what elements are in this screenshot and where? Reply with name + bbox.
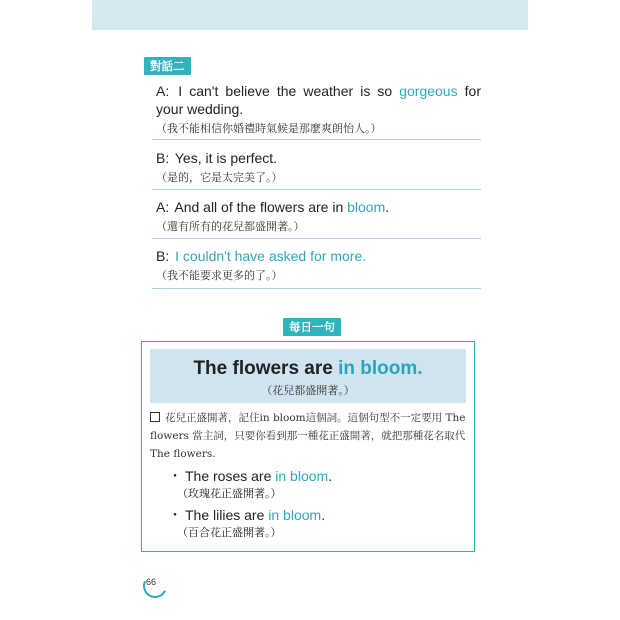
daily-title-highlight: in bloom. xyxy=(338,358,423,379)
example-highlight: in bloom xyxy=(275,468,329,484)
line-text: And all of the flowers are in xyxy=(174,199,348,215)
line-text-tail: . xyxy=(385,199,390,215)
line-text-tail: for your wedding. xyxy=(156,83,481,117)
divider xyxy=(152,238,481,239)
highlight-text: bloom xyxy=(347,199,386,215)
speaker: A: xyxy=(156,199,170,215)
line-text: Yes, it is perfect. xyxy=(174,150,278,166)
translation: （是的，它是太完美了。） xyxy=(156,171,283,184)
translation: （我不能相信你婚禮時氣候是那麼爽朗怡人。） xyxy=(156,122,382,135)
bullet-icon: ・ xyxy=(168,507,182,523)
dialog-line-1 xyxy=(156,82,481,137)
highlight-text: I couldn't have asked for more. xyxy=(175,248,367,264)
bullet-icon: ・ xyxy=(168,468,182,484)
example-translation: （玫瑰花正盛開著。） xyxy=(177,487,282,500)
page-number: 66 xyxy=(146,577,157,587)
checkbox-icon xyxy=(150,412,160,422)
dialog-line-2 xyxy=(156,149,481,186)
daily-translation: （花兒都盛開著。） xyxy=(261,384,355,397)
example-translation: （百合花正盛開著。） xyxy=(177,526,282,539)
speaker: B: xyxy=(156,248,170,264)
example-text: The lilies are xyxy=(185,507,269,523)
translation: （我不能要求更多的了。） xyxy=(156,269,283,282)
example-highlight: in bloom xyxy=(268,507,322,523)
divider xyxy=(152,288,481,289)
top-band xyxy=(92,0,528,30)
translation: （還有所有的花兒都盛開著。） xyxy=(156,220,305,233)
dialog-line-4 xyxy=(156,247,481,284)
example-2 xyxy=(168,506,458,541)
daily-label: 每日一句 xyxy=(283,318,341,336)
dialog-label: 對話二 xyxy=(144,57,191,75)
daily-title-text: The flowers are xyxy=(193,358,339,379)
speaker: B: xyxy=(156,150,170,166)
example-1 xyxy=(168,467,458,502)
daily-sentence-box xyxy=(141,341,475,552)
daily-title xyxy=(150,358,466,380)
line-text: I can't believe the weather is so xyxy=(178,83,400,99)
highlight-text: gorgeous xyxy=(399,83,458,99)
divider xyxy=(152,139,481,140)
daily-header xyxy=(150,349,466,403)
example-tail: . xyxy=(328,468,333,484)
example-tail: . xyxy=(321,507,326,523)
example-text: The roses are xyxy=(185,468,276,484)
divider xyxy=(152,189,481,190)
speaker: A: xyxy=(156,83,170,99)
dialog-line-3 xyxy=(156,198,481,235)
usage-note xyxy=(150,409,466,463)
usage-note-text: 花兒正盛開著，記住in bloom這個詞。這個句型不一定要用 The flowers 當主詞，只要你看到那一種花正盛開著，就把那種花名取代 The flowers. xyxy=(150,412,466,460)
